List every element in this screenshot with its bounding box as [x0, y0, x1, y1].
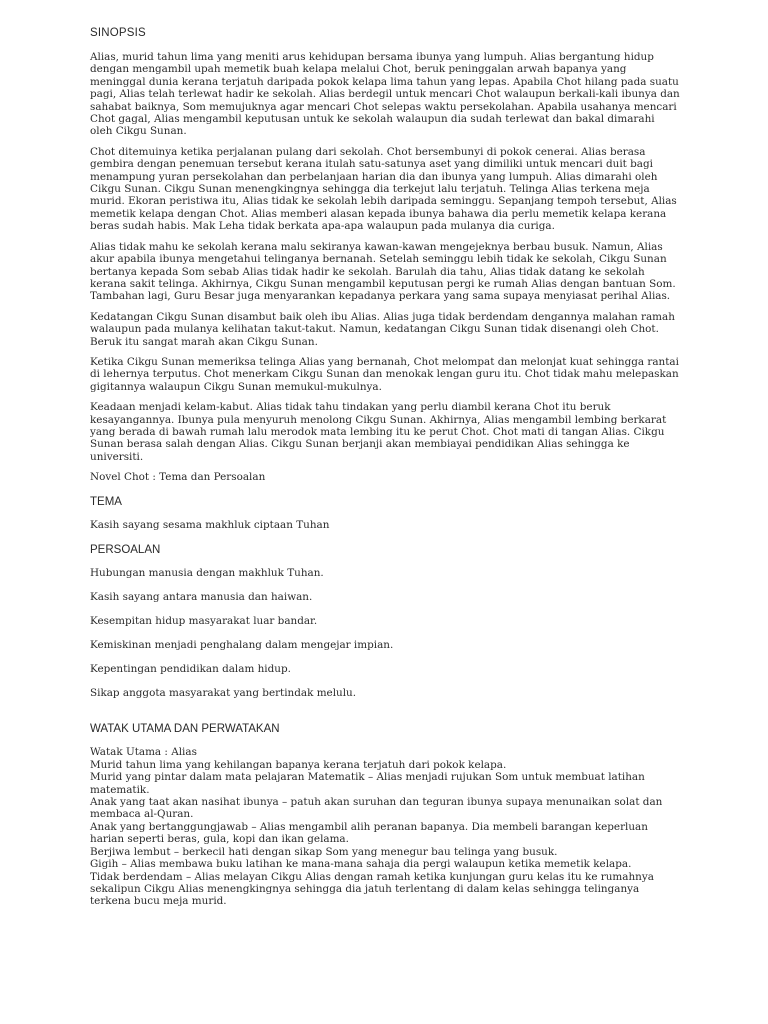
persoalan-item: Kepentingan pendidikan dalam hidup. [90, 662, 291, 675]
tema-heading: TEMA [90, 496, 122, 509]
watak-line: Murid tahun lima yang kehilangan bapanya kerana terjatuh dari pokok kelapa. [90, 758, 507, 771]
synopsis-paragraph-4: Kedatangan Cikgu Sunan disambut baik oleh ibu Alias. Alias juga tidak berdendam dengannya malahan ramah walaupun pada mulanya kelihatan takut-takut. Namun, kedatangan Cikgu Sunan tidak disenangi oleh Chot. Beruk itu sangat marah akan Cikgu Sunan. [90, 310, 675, 348]
novel-heading: Novel Chot : Tema dan Persoalan [90, 471, 266, 484]
persoalan-item: Hubungan manusia dengan makhluk Tuhan. [90, 567, 324, 579]
persoalan-heading: PERSOALAN [90, 544, 161, 556]
synopsis-paragraph-6: Keadaan menjadi kelam-kabut. Alias tidak tahu tindakan yang perlu diambil kerana Chot itu beruk kesayangannya. Ibunya pula menyuruh menolong Cikgu Sunan. Akhirnya, Alias mengambil lembing berkarat yang berada di bawah rumah lalu merodok mata lembing itu ke perut Chot. Chot mati di tangan Alias. Cikgu Sunan berasa salah dengan Alias. Cikgu Sunan berjanji akan membiayai pendidikan Alias sehingga ke universiti. [90, 401, 667, 463]
watak-label: Watak Utama : Alias [90, 746, 197, 759]
persoalan-item: Sikap anggota masyarakat yang bertindak melulu. [90, 686, 357, 699]
watak-line: Murid yang pintar dalam mata pelajaran Matematik – Alias menjadi rujukan Som untuk membuat latihan matematik. [90, 771, 645, 796]
synopsis-paragraph-2: Chot ditemuinya ketika perjalanan pulang dari sekolah. Chot bersembunyi di pokok cenerai. Alias berasa gembira dengan penemuan tersebut kerana itulah satu-satunya aset yang dimiliki untuk mencari duit bagi menampung yuran persekolahan dan perbelanjaan harian dia dan ibunya yang lumpuh. Alias dimarahi oleh Cikgu Sunan. Cikgu Sunan menengkingnya sehingga dia terkejut lalu terjatuh. Telinga Alias terkena meja murid. Ekoran peristiwa itu, Alias tidak ke sekolah lebih daripada seminggu. Sepanjang tempoh tersebut, Alias memetik kelapa dengan Chot. Alias memberi alasan kepada ibunya bahawa dia perlu memetik kelapa kerana beras sudah habis. Mak Leha tidak berkata apa-apa walaupun pada mulanya dia curiga. [90, 145, 677, 233]
character-block [90, 746, 680, 907]
watak-line: Anak yang bertanggungjawab – Alias mengambil alih peranan bapanya. Dia membeli barangan keperluan harian seperti beras, gula, kopi dan ikan gelama. [90, 820, 648, 846]
persoalan-item: Kemiskinan menjadi penghalang dalam mengejar impian. [90, 638, 394, 651]
synopsis-paragraph-5: Ketika Cikgu Sunan memeriksa telinga Alias yang bernanah, Chot melompat dan melonjat kuat sehingga rantai di lehernya terputus. Chot menerkam Cikgu Sunan dan menokak lengan guru itu. Chot tidak mahu melepaskan gigitannya walaupun Cikgu Sunan memukul-mukulnya. [90, 355, 679, 393]
watak-line: Tidak berdendam – Alias melayan Cikgu Alias dengan ramah ketika kunjungan guru kelas itu ke rumahnya sekalipun Cikgu Alias menengkingnya sehingga dia jatuh terlentang di dalam kelas sehingga telinganya terkena bucu meja murid. [90, 870, 654, 908]
watak-line: Gigih – Alias membawa buku latihan ke mana-mana sahaja dia pergi walaupun ketika memetik kelapa. [90, 858, 632, 871]
document-page [90, 26, 680, 908]
synopsis-paragraph-3: Alias tidak mahu ke sekolah kerana malu sekiranya kawan-kawan mengejeknya berbau busuk. Namun, Alias akur apabila ibunya mengetahui telinganya bernanah. Setelah seminggu lebih tidak ke sekolah, Cikgu Sunan bertanya kepada Som sebab Alias tidak hadir ke sekolah. Barulah dia tahu, Alias tidak datang ke sekolah kerana sakit telinga. Akhirnya, Cikgu Sunan mengambil keputusan pergi ke rumah Alias dengan bantuan Som. Tambahan lagi, Guru Besar juga menyarankan kepadanya perkara yang sama supaya menyiasat perihal Alias. [90, 240, 676, 303]
watak-line: Anak yang taat akan nasihat ibunya – patuh akan suruhan dan teguran ibunya supaya menunaikan solat dan membaca al-Quran. [90, 796, 663, 821]
watak-heading: WATAK UTAMA DAN PERWATAKAN [90, 723, 280, 736]
tema-text: Kasih sayang sesama makhluk ciptaan Tuhan [90, 519, 330, 532]
synopsis-heading: SINOPSIS [90, 27, 146, 39]
persoalan-item: Kesempitan hidup masyarakat luar bandar. [90, 614, 318, 627]
section-spacer [90, 710, 680, 722]
watak-line: Berjiwa lembut – berkecil hati dengan sikap Som yang menegur bau telinga yang busuk. [90, 845, 558, 858]
synopsis-paragraph-1: Alias, murid tahun lima yang meniti arus kehidupan bersama ibunya yang lumpuh. Alias bergantung hidup dengan mengambil upah memetik buah kelapa melalui Chot, beruk peninggalan arwah bapanya yang meninggal dunia kerana terjatuh daripada pokok kelapa lima tahun yang lepas. Apabila Chot hilang pada suatu pagi, Alias telah terlewat hadir ke sekolah. Alias berdegil untuk mencari Chot walaupun berkali-kali ibunya dan sahabat baiknya, Som memujuknya agar mencari Chot selepas waktu persekolahan. Apabila usahanya mencari Chot gagal, Alias mengambil keputusan untuk ke sekolah walaupun dia sudah terlewat dan bakal dimarahi oleh Cikgu Sunan. [90, 51, 680, 138]
persoalan-item: Kasih sayang antara manusia dan haiwan. [90, 590, 313, 603]
